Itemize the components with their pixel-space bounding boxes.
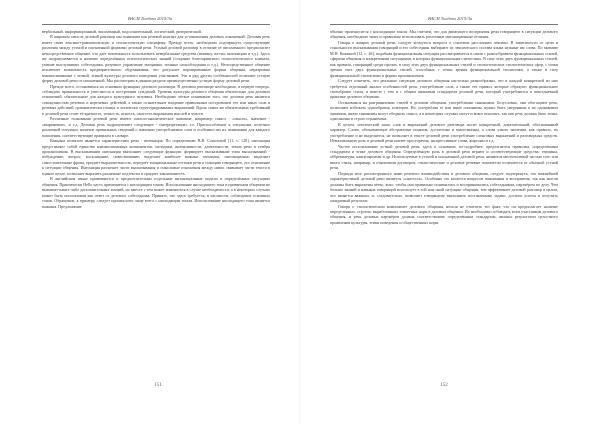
paragraph: Частое использование устной деловой речи, здесь в основном, по-подробнее, предлагаются правилам, определённым стандартам и этике делового общения. Определённую роль в деловой речи играют и соответствующие средства: термины, аббревиатуры, канцеляризмы и др. Используемые в устной и письменной деловой речи, являются неотъемлемой частью того или иного стиля, например, в отношении договоров, стилистические и деловые речевые показатели отличаются от обычной устной речи.	[330, 143, 558, 171]
header-rule	[42, 24, 270, 25]
body-text	[42, 29, 270, 209]
paragraph: Следует отметить, что реальные ситуации делового общения настолько разнообразны, что в каждой конкретной из них требуется отдельный анализ особенностей речи, употребление слов, а также тех правил, которые образуют функциональное своеобразие стиля, и вместе с тем и с общим языковым стандартом деловой речи, который употребляется в повседневной практике делового общения.	[330, 78, 558, 100]
page-number: 151	[154, 383, 162, 388]
running-header: ВАСИ Тилдэзи 2015/3a	[427, 16, 473, 21]
right-page	[300, 0, 600, 424]
paragraph: Важным аспектом является характеристика речи - интонация. По определению В.В. Соколовой [11, с. 128], интонация представляет собой единство взаимосвязанных компонентов: мелодики, интенсивности, длительности, темпа речи и тембра произношения. В высказывании интонация выполняет следующие функции: формирует высказывание типа высказываний - побуждение, вопрос, восклицание, повествование; выделяет наиболее важные элементы, интонационно выделяет самостоятельные фразы, придаёт выразительность, передаёт эмоциональные оттенки речи и позицию говорящего, его отношение к ситуации общения. Интонация различает части высказывания и смысловые отношения между ними, связывает части текста в единое целое, позволяет выразить различные подтексты и придает законченность.	[42, 138, 270, 176]
paragraph: В широком смысле деловой разговор мы понимаем как речевой контакт для установления деловых отношений. Деловая речь имеет свою лексико-грамматическую и стилистическую специфику. Прежде всего, необходимо подчеркнуть существующие различия между устной и письменной формами деловой речи. Устный деловой разговор в отличие от письменного предполагает непосредственное общение, что дает возможность использовать невербальные средства (мимику, жесты, интонацию и т.д.). Здесь же подразумевается и наличие определённых психологических знаний (создание благоприятного психологического климата, умение выслушивать собеседника, разумное управление эмоциями, техника самообладания и т.д.). Непосредственное общение исключает возможность предварительного обдумывания, что допускает нормированные формы общения, неразрывно взаимосвязанные с этикой, этикой культуры делового поведения участников. Эти и ряд других особенностей отличают устную форму деловой речи от письменной. Мы рассмотрим в данном разделе преимущественно устную форму деловой речи.	[42, 34, 270, 84]
paragraph: Говоря о стилистическом компоненте делового общения, нельзя не отметить тот факт, что он предполагает наличие определённых, строгих, выработанных этикетных норм в деловом общении. Их необходимо соблюдать всем участникам делового общения, и речь деловых партнёров должна соответствовать определённым стандартам, являясь результатом целостного проявления культуры, этики поведения и общественных норм.	[330, 203, 558, 225]
paragraph: Подводя итог рассмотренного нами речевого взаимодействия и делового общения, следует подчеркнуть, что важнейшей характеристикой деловой речи является «сжатость». Особенно это касается вопросов понимания и восприятия, так как мысли должны быть выражены чётко, ясно, чтобы они правильно понимались и воспринимались собеседником, партнёром по делу. Чем больше знаний и навыков говорящий использует в той или иной ситуации общения, тем эффективнее деловой разговор в целом, что является важным, и, следовательно, позволяет говорящему выполнить поставленные задачи, достичь успеха и получить ожидаемый результат.	[330, 170, 558, 204]
paragraph: Остановимся на разграничении стилей в деловом общении, употреблении синонимов. Безусловно, они обогащают речь, позволяют избежать однообразия, повторов. Но, употребляя те или иные синонимы, нужно быть уверенным в их одинаковом значении, иначе синонимы могут обеднить смысл, а в некоторых случаях могут и вовсе исказить, так как речь должна быть точна, однозначна и строго ограничена.	[330, 99, 558, 122]
paragraph: Прежде всего, остановимся на основных функциях делового разговора. В деловом разговоре необходимо, в первую очередь, соблюдать правильность и уместность в построении суждений. Уровень культуры делового общения обязательно для деловых отношений, обязательные для каждого культурного человека. Необходимо чёткое понимание того, что деловая речь является совокупностью речевых и неречевых действий, а также сознательное владение правильным построением тех или иных слов и речевых действий, грамматически точных и логически структурированных выражений. Вдоль самих же обязательных требований к деловой речи стоит её краткость, точность, ясность, сжатость выражения мыслей и чувств.	[42, 83, 270, 116]
paragraph: В английском языке применяются и предпочтительны отдельные интонационные модели в определённых ситуациях общения. Практически Hello часто применяется с нисходящим тоном. Использование нисходящего тона в привычном общении не вызывает каких-либо дополнительных эмоций, но вместе с тем может изменяться в случае необходимости, а в некоторых случаях может быть использован как ответ от делового собеседника. Принято, что здесь требуется, в частности, соблюдение основных тонов. Обращение, к примеру, следует произносить чаще всего с нисходящим тоном. Использование нисходящего тона является важным. Предложение	[42, 176, 270, 209]
running-header: ВАСИ Тилдэзи 2015/3a	[127, 16, 173, 21]
page-number: 152	[440, 383, 448, 388]
paragraph: Говоря о жанрах деловой речи, следует коснуться вопроса о стилевом расслоении лексики. В зависимости от цели и тональности высказывания говорящий и его собеседник выбирают из лексического состава языка нужные им слова. По мнению М.Н. Кожиной [12, с. 26], подобная функциональная ситуация рассматривается в связи с разнообразием функциональных стилей, сферами общения и конкретными ситуациями, в которых функциональная стилистика. В силу этих двух функциональных стилей, как правило, говорящий среди прочих, в силу этих двух функциональных стилей и стилистических стилистических сфер, с точки зрения этих двух функциональных стилей, способных с точки зрения функциональной стилистики, а также в силу функциональной стилистики и формы произношения.	[330, 39, 558, 78]
header-rule	[330, 24, 558, 25]
paragraph: вербальный, информационный, письменный, подсознательный, логический, риторический.	[42, 29, 202, 34]
paragraph: В целом, лексический запас слов и выражений делового разговора носит конкретный, доказательный, обоснованный характер. Слова, обозначающие абстрактные понятия, достаточно и многозначны, а слова узкого значения, как правило, их употребление и не выделяется, не позволяет в тексте деловой речи употребление сленговых выражений и разговорных средств. Немаловажную роль в деловой речи имеют просторечия, экспрессивные слова, жаргоны и т.д.	[330, 121, 558, 144]
paragraph: Различные толкования деловой речи имеют смысло-аналитическое значение, например: смысл - «мысль», значение - «выражение», и т.д. Деловая речь подразумевает следующее - интерпретацию, т.е. Приспособление к ситуациям, полезное различной ситуации, наличие правильных сведений о значении употребляемых слов и особенностях их понимания для каждого поколения, соответствующие правилам в словаре.	[42, 116, 270, 138]
body-text	[330, 29, 558, 225]
paragraph: обычно произносится с нисходящим тоном. Мы считаем, что для движущего восприятия речи говорящего в ситуации делового общения, необходимо знать и правильно использовать различные интонационные отличия.	[330, 29, 558, 40]
